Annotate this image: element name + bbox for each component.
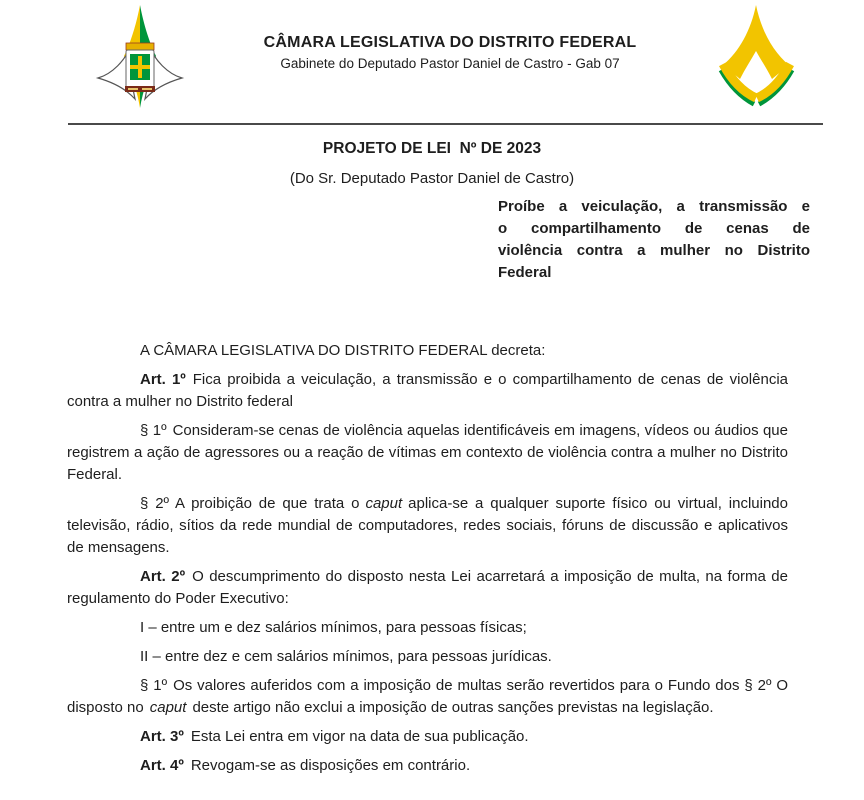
caput-italic: caput: [365, 495, 403, 512]
article-2-lead: Art. 2º: [140, 568, 186, 585]
header-divider: [68, 123, 823, 125]
article-2-paragraph-pre: Os valores auferidos com a imposição de multas serão revertidos para o Fundo dos § 2º O disposto no: [67, 677, 788, 716]
article-4-lead: Art. 4º: [140, 757, 184, 774]
article-1-paragraph-2: [67, 493, 788, 559]
motto-text-mark-left: [128, 88, 138, 90]
paragraph-1-lead: § 1º: [140, 422, 167, 439]
letterhead: [185, 33, 715, 73]
chevron-spire: [723, 5, 789, 79]
item-2-text: II – entre dez e cem salários mínimos, para pessoas jurídicas.: [140, 648, 552, 665]
cldf-emblem-icon: [714, 4, 799, 110]
ementa-line: o compartilhamento de cenas de: [498, 220, 810, 237]
article-4-text: Revogam-se as disposições em contrário.: [190, 757, 471, 774]
article-4: [67, 755, 788, 777]
paragraph-2-lead: § 2º: [140, 495, 170, 512]
preamble: [67, 340, 788, 362]
office-subtitle: Gabinete do Deputado Pastor Daniel de Castro - Gab 07: [280, 56, 620, 71]
article-2-paragraph-post: deste artigo não exclui a imposição de outras sanções previstas na legislação.: [192, 699, 714, 716]
paragraph-1-text: Consideram-se cenas de violência aquelas identificáveis em imagens, vídeos ou áudios que registrem a ação de agressores ou a reação de vítimas em contexto de violência contra a mulher no Distrito Federal.: [67, 422, 788, 483]
article-1-paragraph-1: [67, 420, 788, 486]
article-1-lead: Art. 1º: [140, 371, 186, 388]
preamble-text: A CÂMARA LEGISLATIVA DO DISTRITO FEDERAL decreta:: [140, 342, 546, 359]
document-body: [0, 126, 864, 784]
article-1: [67, 369, 788, 413]
org-title: CÂMARA LEGISLATIVA DO DISTRITO FEDERAL: [263, 34, 637, 51]
paragraph-2-pre: A proibição de que trata o: [175, 495, 360, 512]
articles: [0, 340, 864, 777]
article-3-lead: Art. 3º: [140, 728, 184, 745]
article-2-paragraph-lead: § 1º: [140, 677, 168, 694]
ementa-line: violência contra a mulher no Distrito: [498, 242, 810, 259]
crown: [126, 43, 154, 50]
article-1-text: Fica proibida a veiculação, a transmissão e o compartilhamento de cenas de violência contra a mulher no Distrito federal: [67, 371, 788, 410]
item-1-text: I – entre um e dez salários mínimos, para pessoas físicas;: [140, 619, 527, 636]
article-2: [67, 566, 788, 610]
ementa-line: Proíbe a veiculação, a transmissão e: [498, 198, 810, 215]
article-2-item-2: [67, 646, 788, 668]
ementa: [498, 196, 810, 284]
article-3: [67, 726, 788, 748]
ementa-line: Federal: [498, 264, 552, 281]
caput-italic: caput: [149, 699, 187, 716]
bill-title: PROJETO DE LEI Nº DE 2023: [322, 140, 542, 157]
article-2-paragraph: [67, 675, 788, 719]
article-2-item-1: [67, 617, 788, 639]
paragraph-2-post: aplica-se a qualquer suporte físico ou virtual, incluindo televisão, rádio, sítios da rede mundial de computadores, redes sociais, fóruns de discussão e aplicativos de mensagens.: [67, 495, 788, 556]
article-3-text: Esta Lei entra em vigor na data de sua publicação.: [190, 728, 529, 745]
motto-text-mark-right: [142, 88, 152, 90]
author-line: (Do Sr. Deputado Pastor Daniel de Castro): [289, 170, 575, 187]
article-2-text: O descumprimento do disposto nesta Lei acarretará a imposição de multa, na forma de regulamento do Poder Executivo:: [67, 568, 788, 607]
df-coat-of-arms-icon: [95, 4, 185, 110]
